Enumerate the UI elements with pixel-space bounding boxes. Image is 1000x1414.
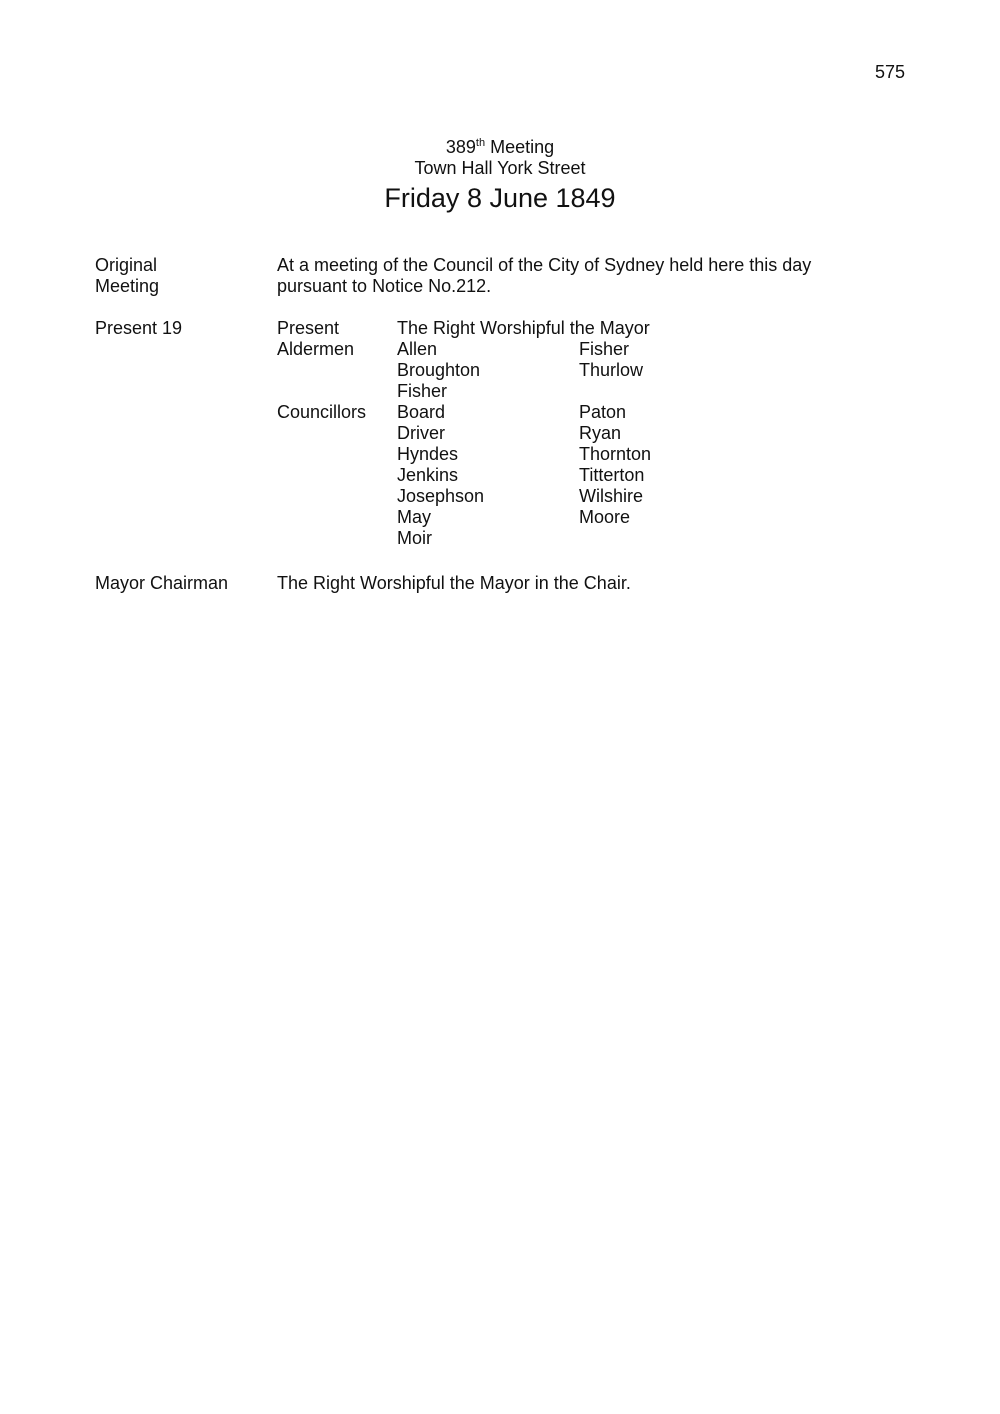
councillor-name: Titterton	[579, 465, 645, 485]
text-line: At a meeting of the Council of the City of Sydney held here this day	[277, 255, 812, 275]
alderman-name: Allen	[397, 339, 438, 359]
councillors-label: Councillors	[277, 402, 367, 422]
alderman-name: Fisher	[579, 339, 630, 359]
present-label: Present	[277, 318, 340, 338]
chair-text: The Right Worshipful the Mayor in the Chair.	[277, 573, 631, 593]
councillor-name: Moir	[397, 528, 432, 548]
margin-note-original	[95, 255, 265, 297]
aldermen-label: Aldermen	[277, 339, 355, 359]
meeting-venue: Town Hall York Street	[414, 158, 586, 178]
alderman-name: Thurlow	[579, 360, 644, 380]
councillor-name: Jenkins	[397, 465, 459, 485]
meeting-word: Meeting	[490, 137, 555, 157]
councillor-name: Ryan	[579, 423, 622, 443]
alderman-name: Broughton	[397, 360, 481, 380]
councillor-name: Board	[397, 402, 446, 422]
meeting-header	[0, 137, 1000, 214]
councillor-name: Moore	[579, 507, 631, 527]
margin-note-line: Meeting	[95, 276, 160, 296]
meeting-date: Friday 8 June 1849	[384, 183, 616, 213]
councillor-name: Josephson	[397, 486, 485, 506]
councillor-name: Driver	[397, 423, 445, 443]
meeting-number: 389	[445, 137, 476, 157]
councillor-name: Paton	[579, 402, 627, 422]
present-value: The Right Worshipful the Mayor	[397, 318, 650, 338]
councillor-name: Wilshire	[579, 486, 644, 506]
margin-note-chair: Mayor Chairman	[95, 573, 229, 593]
page-number: 575	[874, 62, 905, 82]
original-meeting-text	[277, 255, 917, 297]
meeting-ordinal: th	[475, 137, 486, 149]
councillor-name: Hyndes	[397, 444, 459, 464]
text-line: pursuant to Notice No.212.	[277, 276, 492, 296]
councillor-name: Thornton	[579, 444, 652, 464]
councillor-name: May	[397, 507, 432, 527]
alderman-name: Fisher	[397, 381, 448, 401]
margin-note-line: Original	[95, 255, 158, 275]
margin-note-present: Present 19	[95, 318, 183, 338]
meeting-number-line	[0, 137, 1000, 158]
